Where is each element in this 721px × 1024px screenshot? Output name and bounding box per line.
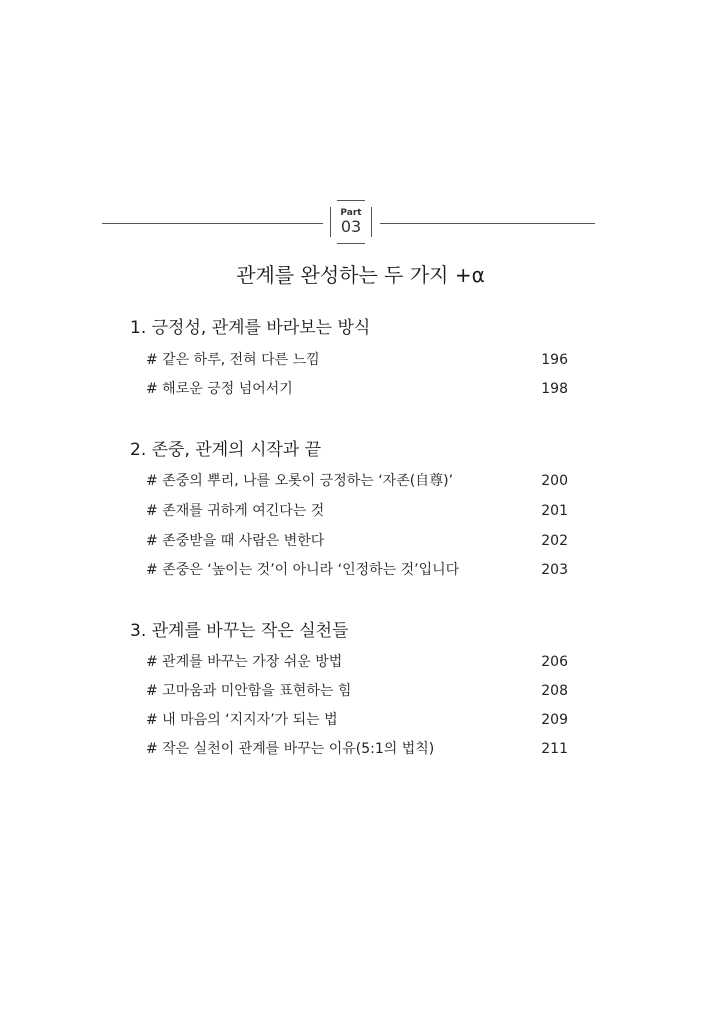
header-rule-left — [102, 223, 323, 224]
section-title-1: 1. 긍정성, 관계를 바라보는 방식 — [130, 318, 371, 338]
section-title-2: 2. 존중, 관계의 시작과 끝 — [130, 440, 322, 460]
toc-entry-text: # 해로운 긍정 넘어서기 — [146, 381, 293, 397]
badge-bottom-rule — [337, 243, 365, 244]
toc-entry-page: 196 — [541, 352, 568, 368]
part-badge — [330, 200, 372, 244]
toc-entry-text: # 작은 실천이 관계를 바꾸는 이유(5:1의 법칙) — [146, 741, 435, 757]
toc-entry[interactable] — [146, 651, 568, 673]
toc-entry-text: # 관계를 바꾸는 가장 쉬운 방법 — [146, 654, 343, 670]
toc-entry-text: # 존중은 ‘높이는 것’이 아니라 ‘인정하는 것’입니다 — [146, 562, 460, 578]
toc-entry-text: # 존재를 귀하게 여긴다는 것 — [146, 503, 325, 519]
toc-entry[interactable] — [146, 559, 568, 581]
section-title-3: 3. 관계를 바꾸는 작은 실천들 — [130, 621, 349, 641]
part-label: Part — [340, 208, 362, 218]
toc-entry-page: 211 — [541, 741, 568, 757]
part-header — [102, 200, 595, 244]
part-number: 03 — [340, 217, 362, 236]
toc-entry-text: # 존중받을 때 사람은 변한다 — [146, 533, 325, 549]
toc-entry-page: 206 — [541, 654, 568, 670]
toc-entry[interactable] — [146, 349, 568, 371]
page-title: 관계를 완성하는 두 가지 +α — [236, 263, 485, 287]
toc-entry[interactable] — [146, 738, 568, 760]
toc-entry-page: 203 — [541, 562, 568, 578]
toc-entry[interactable] — [146, 470, 568, 492]
toc-entry[interactable] — [146, 530, 568, 552]
toc-entry-page: 198 — [541, 381, 568, 397]
toc-entry[interactable] — [146, 709, 568, 731]
toc-entry[interactable] — [146, 680, 568, 702]
toc-entry-text: # 내 마음의 ‘지지자’가 되는 법 — [146, 712, 338, 728]
header-rule-right — [380, 223, 595, 224]
toc-entry-text: # 존중의 뿌리, 나를 오롯이 긍정하는 ‘자존(自尊)’ — [146, 473, 454, 489]
toc-entry-page: 208 — [541, 683, 568, 699]
toc-entry-page: 201 — [541, 503, 568, 519]
toc-entry-text: # 고마움과 미안함을 표현하는 힘 — [146, 683, 352, 699]
toc-entry[interactable] — [146, 378, 568, 400]
toc-entry-page: 202 — [541, 533, 568, 549]
badge-top-rule — [337, 200, 365, 201]
toc-entry[interactable] — [146, 500, 568, 522]
toc-entry-page: 209 — [541, 712, 568, 728]
toc-entry-page: 200 — [541, 473, 568, 489]
toc-entry-text: # 같은 하루, 전혀 다른 느낌 — [146, 352, 320, 368]
